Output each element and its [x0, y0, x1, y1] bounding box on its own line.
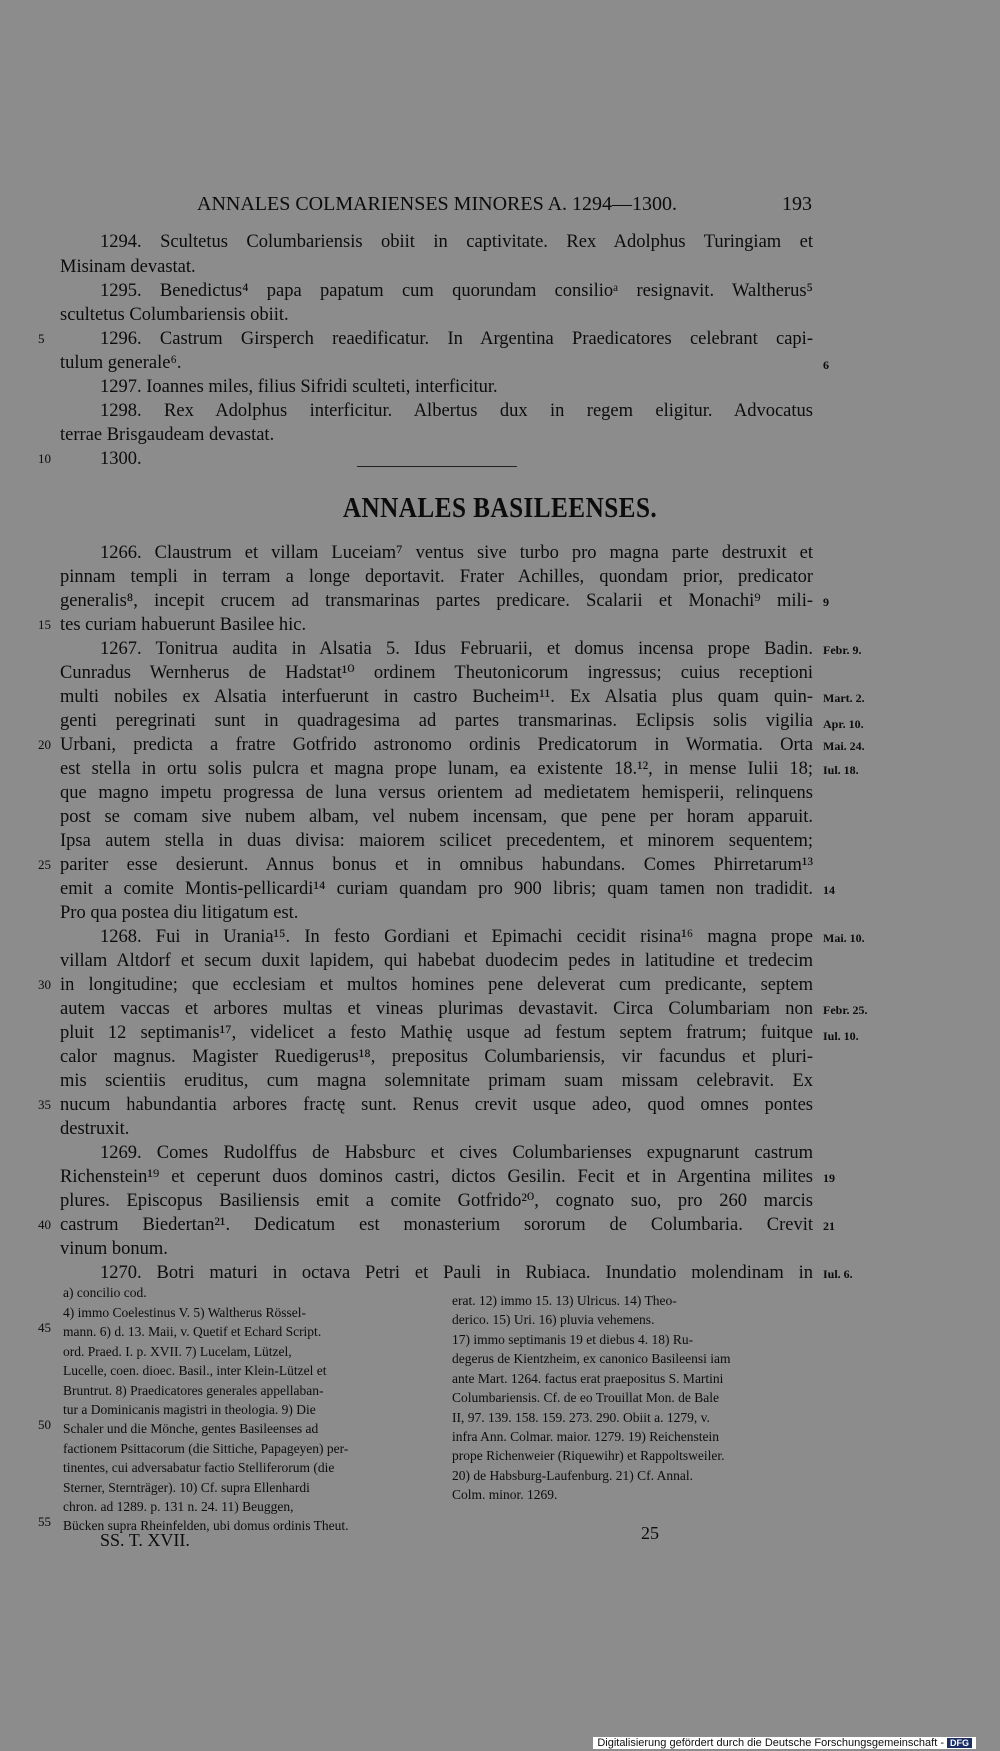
text-line: tulum generale⁶.: [60, 353, 182, 373]
margin-note: 19: [823, 1171, 835, 1185]
text-line: 1295. Benedictus⁴ papa papatum cum quorundam consilioᵃ resignavit. Waltherus⁵: [100, 281, 813, 301]
text-line: 1268. Fui in Urania¹⁵. In festo Gordiani et Epimachi cecidit risina¹⁶ magna prope: [100, 927, 813, 947]
footnote-line: 4) immo Coelestinus V. 5) Waltherus Rössel-: [63, 1305, 307, 1320]
text-line: Ipsa autem stella in duas divisa: maiorem scilicet precedentem, et minorem sequentem;: [60, 831, 813, 851]
margin-note: Mai. 24.: [823, 739, 865, 753]
section-title: ANNALES BASILEENSES.: [342, 493, 658, 524]
text-line: 1267. Tonitrua audita in Alsatia 5. Idus Februarii, et domus incensa prope Badin.: [100, 639, 813, 659]
margin-note: 6: [823, 358, 829, 372]
text-line: genti peregrinati sunt in quadragesima ad partes transmarinas. Eclipsis solis vigilia: [60, 711, 813, 731]
text-line: vinum bonum.: [60, 1239, 168, 1259]
text-line: est stella in ortu solis pulcra et magna prope lunam, ea existente 18.¹², in mense Iulii 18;: [60, 759, 813, 779]
line-number: 50: [38, 1417, 51, 1432]
text-line: pariter esse desierunt. Annus bonus et in omnibus habundans. Comes Phirretarum¹³: [60, 855, 813, 875]
footnote-line: erat. 12) immo 15. 13) Ulricus. 14) Theo-: [452, 1293, 677, 1308]
text-line: in longitudine; que ecclesiam et multos homines pene deleverat cum predicante, septem: [60, 975, 813, 995]
text-line: Misinam devastat.: [60, 257, 196, 277]
footnote-line: infra Ann. Colmar. maior. 1279. 19) Reichenstein: [452, 1429, 719, 1444]
footnote-line: Bücken supra Rheinfelden, ubi domus ordinis Theut.: [63, 1518, 349, 1533]
footnote-line: derico. 15) Uri. 16) pluvia vehemens.: [452, 1312, 655, 1327]
footnote-line: Sterner, Sternträger). 10) Cf. supra Ellenhardi: [63, 1480, 310, 1495]
page-number: 193: [782, 193, 812, 215]
text-line: 1270. Botri maturi in octava Petri et Pauli in Rubiaca. Inundatio molendinam in: [100, 1263, 813, 1283]
text-line: que magno impetu progressa de luna versus orientem ad medietatem hemisperii, relinquens: [60, 783, 813, 803]
text-line: mis scientiis eruditus, cum magna solemnitate primam suam missam celebravit. Ex: [60, 1071, 813, 1091]
text-line: calor magnus. Magister Ruedigerus¹⁸, prepositus Columbariensis, vir facundus et pluri-: [60, 1047, 813, 1067]
text-line: 1269. Comes Rudolffus de Habsburc et cives Columbarienses expugnarunt castrum: [100, 1143, 813, 1163]
footnote-line: Lucelle, coen. dioec. Basil., inter Klein-Lützel et: [63, 1363, 327, 1378]
text-line: Richenstein¹⁹ et ceperunt duos dominos castri, dictos Gesilin. Fecit et in Argentina milites: [60, 1167, 813, 1187]
line-number: 35: [38, 1097, 51, 1112]
margin-note: Mai. 10.: [823, 931, 865, 945]
text-line: 1297. Ioannes miles, filius Sifridi sculteti, interficitur.: [100, 377, 498, 397]
text-line: 1298. Rex Adolphus interficitur. Albertus dux in regem eligitur. Advocatus: [100, 401, 813, 421]
sheet-number: 25: [641, 1523, 659, 1543]
margin-note: Febr. 25.: [823, 1003, 868, 1017]
footnote-line: 20) de Habsburg-Laufenburg. 21) Cf. Annal.: [452, 1468, 693, 1483]
margin-note: 9: [823, 595, 829, 609]
footnote-line: 17) immo septimanis 19 et diebus 4. 18) Ru-: [452, 1332, 694, 1347]
footnote-line: chron. ad 1289. p. 131 n. 24. 11) Beuggen,: [63, 1499, 294, 1514]
text-line: post se comam sive nubem albam, vel nubem incensam, que pene per horam apparuit.: [60, 807, 813, 827]
margin-note: Iul. 10.: [823, 1029, 859, 1043]
text-line: Cunradus Wernherus de Hadstat¹⁰ ordinem Theutonicorum ingressus; cuius receptioni: [60, 663, 813, 683]
text-line: 1294. Scultetus Columbariensis obiit in captivitate. Rex Adolphus Turingiam et: [100, 232, 813, 252]
text-line: pinnam templi in terram a longe deportavit. Frater Achilles, quondam prior, predicator: [60, 567, 813, 587]
text-line: multi nobiles ex Alsatia interfuerunt in castro Bucheim¹¹. Ex Alsatia plus quam quin-: [60, 687, 813, 707]
line-number: 10: [38, 451, 51, 466]
footnote-line: ord. Praed. I. p. XVII. 7) Lucelam, Lützel,: [63, 1344, 292, 1359]
footnote-line: degerus de Kientzheim, ex canonico Basileensi iam: [452, 1351, 731, 1366]
dfg-logo: DFG: [947, 1738, 972, 1748]
text-line: autem vaccas et arbores multas et vineas plurimas devastavit. Circa Columbariam non: [60, 999, 813, 1019]
footnote-line: ante Mart. 1264. factus erat praepositus S. Martini: [452, 1371, 724, 1386]
text-line: Pro qua postea diu litigatum est.: [60, 903, 299, 923]
text-line: terrae Brisgaudeam devastat.: [60, 425, 275, 445]
text-line: Urbani, predicta a fratre Gotfrido astronomo ordinis Predicatorum in Wormatia. Orta: [60, 735, 813, 755]
line-number: 30: [38, 977, 51, 992]
margin-note: Apr. 10.: [823, 717, 864, 731]
footer-text: Digitalisierung gefördert durch die Deutsche Forschungsgemeinschaft -: [597, 1737, 944, 1749]
footnote-line: Bruntrut. 8) Praedicatores generales appellaban-: [63, 1383, 324, 1398]
margin-note: 21: [823, 1219, 835, 1233]
footnote-line: tur a Dominicanis magistri in theologia. 9) Die: [63, 1402, 316, 1417]
text-line: 1296. Castrum Girsperch reaedificatur. In Argentina Praedicatores celebrant capi-: [100, 329, 813, 349]
text-line: destruxit.: [60, 1119, 130, 1139]
margin-note: Mart. 2.: [823, 691, 865, 705]
margin-note: 14: [823, 883, 835, 897]
text-line: 1300.: [100, 449, 142, 469]
line-number: 15: [38, 617, 51, 632]
margin-note: Iul. 6.: [823, 1267, 853, 1281]
margin-note: Febr. 9.: [823, 643, 862, 657]
text-line: scultetus Columbariensis obiit.: [60, 305, 289, 325]
footnote-line: mann. 6) d. 13. Maii, v. Quetif et Echard Script.: [63, 1324, 322, 1339]
line-number: 55: [38, 1514, 51, 1529]
running-title: ANNALES COLMARIENSES MINORES A. 1294—1300.: [197, 193, 678, 215]
text-line: generalis⁸, incepit crucem ad transmarinas partes predicare. Scalarii et Monachi⁹ mili-: [60, 591, 813, 611]
text-line: nucum habundantia arbores fractę sunt. Renus crevit usque adeo, quod omnes pontes: [60, 1095, 813, 1115]
text-line: tes curiam habuerunt Basilee hic.: [60, 615, 307, 635]
line-number: 5: [38, 331, 45, 346]
line-number: 25: [38, 857, 51, 872]
text-line: 1266. Claustrum et villam Luceiam⁷ ventus sive turbo pro magna parte destruxit et: [100, 543, 813, 563]
footnote-line: Columbariensis. Cf. de eo Trouillat Mon. de Bale: [452, 1390, 719, 1405]
separator-rule: [357, 466, 517, 467]
text-line: plures. Episcopus Basiliensis emit a comite Gotfrido²⁰, cognato suo, pro 260 marcis: [60, 1191, 813, 1211]
footnote-line: prope Richenweier (Riquewihr) et Rappoltsweiler.: [452, 1448, 725, 1463]
line-number: 45: [38, 1320, 51, 1335]
footnote-line: Colm. minor. 1269.: [452, 1487, 558, 1502]
footnote-line: factionem Psittacorum (die Sittiche, Papageyen) per-: [63, 1441, 349, 1456]
footnote-line: II, 97. 139. 158. 159. 273. 290. Obiit a. 1279, v.: [452, 1410, 710, 1425]
text-line: villam Altdorf et secum duxit lapidem, qui habebat duodecim pedes in latitudine et tredecim: [60, 951, 813, 971]
footnote-line: tinentes, cui adversabatur factio Stelliferorum (die: [63, 1460, 335, 1475]
text-line: emit a comite Montis-pellicardi¹⁴ curiam quandam pro 900 libris; quam tamen non tradidit.: [60, 879, 813, 899]
text-line: castrum Biedertan²¹. Dedicatum est monasterium sororum de Columbaria. Crevit: [60, 1215, 813, 1235]
line-number: 40: [38, 1217, 51, 1232]
text-line: pluit 12 septimanis¹⁷, videlicet a festo Mathię usque ad festum septem fratrum; fuitque: [60, 1023, 813, 1043]
footnote-line: Schaler und die Mönche, gentes Basileenses ad: [63, 1421, 319, 1436]
margin-note: Iul. 18.: [823, 763, 859, 777]
digitization-footer: [593, 1737, 976, 1749]
footnote-a: a) concilio cod.: [63, 1285, 147, 1300]
line-number: 20: [38, 737, 51, 752]
volume-signature: SS. T. XVII.: [100, 1530, 190, 1550]
